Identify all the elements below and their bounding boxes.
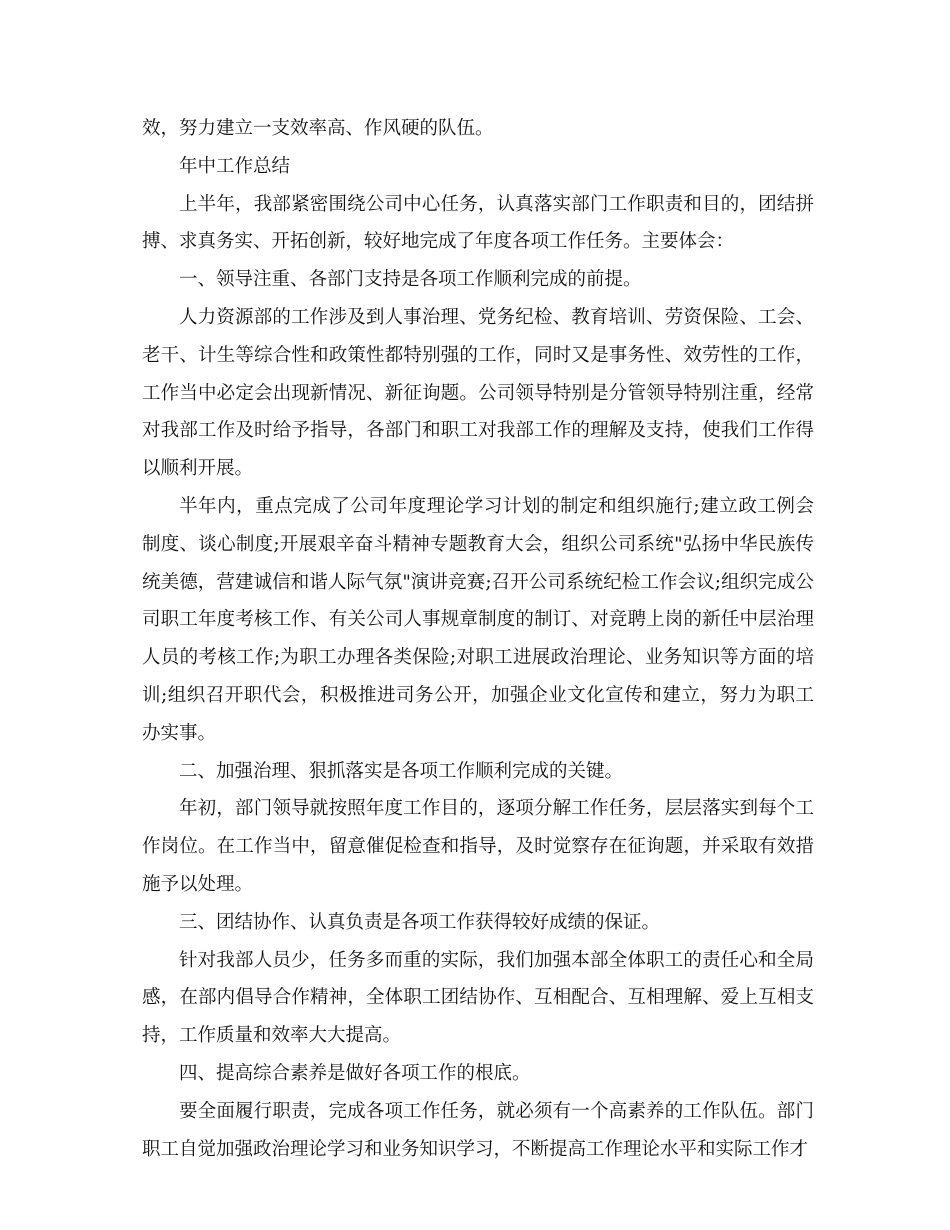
heading-point-2: 二、加强治理、狠抓落实是各项工作顺利完成的关键。 — [179, 760, 624, 782]
paragraph-point-4-body: 要全面履行职责，完成各项工作任务，就必须有一个高素养的工作队伍。部门职工自觉加强政治理论学习和业务知识学习，不断提高工作理论水平和实际工作才 — [142, 1100, 814, 1160]
paragraph-point-1-body: 人力资源部的工作涉及到人事治理、党务纪检、教育培训、劳资保险、工会、老干、计生等综合性和政策性都特别强的工作，同时又是事务性、效劳性的工作，工作当中必定会出现新情况、新征询题。公司领导特别是分管领导特别注重，经常对我部工作及时给予指导，各部门和职工对我部工作的理解及支持，使我们工作得以顺利开展。 — [142, 306, 814, 480]
paragraph-point-2-body: 年初，部门领导就按照年度工作目的，逐项分解工作任务，层层落实到每个工作岗位。在工作当中，留意催促检查和指导，及时觉察存在征询题，并采取有效措施予以处理。 — [142, 798, 814, 895]
heading-point-4: 四、提高综合素养是做好各项工作的根底。 — [179, 1062, 531, 1084]
document-body — [142, 110, 814, 1168]
paragraph-continuation: 效，努力建立一支效率高、作风硬的队伍。 — [142, 118, 494, 139]
heading-point-3: 三、团结协作、认真负责是各项工作获得较好成绩的保证。 — [179, 911, 661, 933]
paragraph-achievements: 半年内，重点完成了公司年度理论学习计划的制定和组织施行;建立政工例会制度、谈心制度;开展艰辛奋斗精神专题教育大会，组织公司系统"弘扬中华民族传统美德，营建诚信和谐人际气氛"演讲竞赛;召开公司系统纪检工作会议;组织完成公司职工年度考核工作、有关公司人事规章制度的制订、对竞聘上岗的新任中层治理人员的考核工作;为职工办理各类保险;对职工进展政治理论、业务知识等方面的培训;组织召开职代会，积极推进司务公开，加强企业文化宣传和建立，努力为职工办实事。 — [142, 495, 814, 744]
heading-point-1: 一、领导注重、各部门支持是各项工作顺利完成的前提。 — [179, 269, 642, 291]
paragraph-point-3-body: 针对我部人员少，任务多而重的实际，我们加强本部全体职工的责任心和全局感，在部内倡导合作精神，全体职工团结协作、互相配合、互相理解、爱上互相支持，工作质量和效率大大提高。 — [142, 949, 814, 1047]
paragraph-intro: 上半年，我部紧密围绕公司中心任务，认真落实部门工作职责和目的，团结拼搏、求真务实、开拓创新，较好地完成了年度各项工作任务。主要体会： — [142, 193, 814, 253]
section-title: 年中工作总结 — [179, 155, 291, 177]
